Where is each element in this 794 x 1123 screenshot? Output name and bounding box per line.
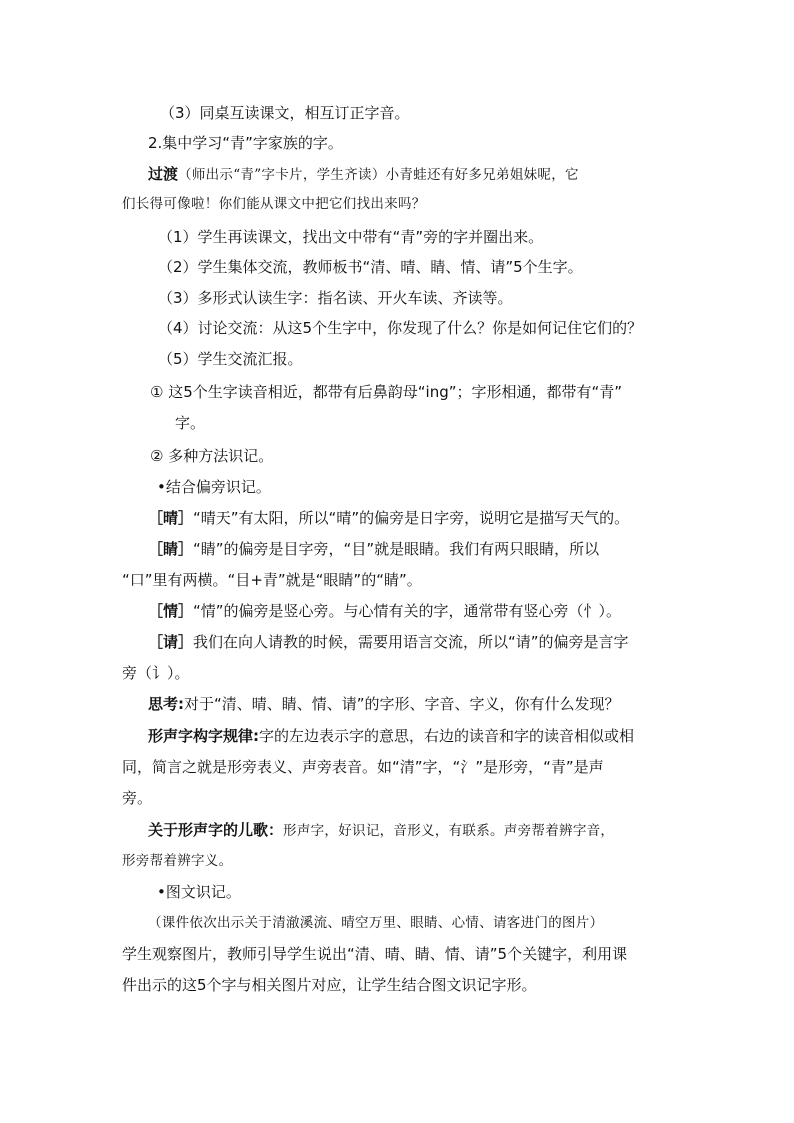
rule-text-line3: 旁。 (122, 789, 153, 807)
entry-jing-eye (148, 539, 599, 559)
transition-text-line2: 们长得可像啦！你们能从课文中把它们找出来吗？ (122, 196, 426, 212)
rhyme-paragraph (148, 820, 614, 840)
step-3: （3）多形式认读生字：指名读、开火车读、齐读等。 (158, 289, 513, 307)
step-4: （4）讨论交流：从这5个生字中，你发现了什么？你是如何记住它们的？ (158, 319, 643, 337)
section-heading: 2.集中学习“青”字家族的字。 (148, 134, 343, 152)
entry-text-line2: “口”里有两横。“目+青”就是“眼睛”的“睛”。 (122, 571, 422, 589)
entry-text-line1: 我们在向人请教的时候，需要用语言交流，所以“请”的偏旁是言字 (193, 633, 629, 651)
conclusion-2: ② 多种方法识记。 (150, 447, 274, 465)
step-5: （5）学生交流汇报。 (158, 350, 303, 368)
rhyme-text-line2: 形旁帮着辨字义。 (122, 853, 233, 869)
entry-text: “情”的偏旁是竖心旁。与心情有关的字，通常带有竖心旁（忄）。 (193, 602, 622, 620)
step-2: （2）学生集体交流，教师板书“清、晴、睛、情、请”5个生字。 (158, 258, 583, 276)
bullet-picture-method: •图文识记。 (157, 883, 241, 901)
entry-text-line1: “睛”的偏旁是目字旁，“目”就是眼睛。我们有两只眼睛，所以 (193, 540, 600, 558)
entry-tag: ［晴］ (148, 509, 194, 527)
rule-text-line2: 同，简言之就是形旁表义、声旁表音。如“清”字，“氵”是形旁，“青”是声 (122, 758, 604, 776)
think-paragraph (148, 694, 620, 714)
entry-tag: ［情］ (148, 602, 194, 620)
entry-qing-sunny (148, 508, 629, 528)
think-text: 对于“清、晴、睛、情、请”的字形、字音、字义，你有什么发现？ (184, 695, 620, 713)
rhyme-text-line1: 形声字，好识记，音形义，有联系。声旁帮着辨字音， (283, 823, 615, 839)
step-1: （1）学生再读课文，找出文中带有“青”旁的字并圈出来。 (158, 228, 544, 246)
final-text-line2: 学生观察图片，教师引导学生说出“清、晴、睛、情、请”5个关键字，利用课 (122, 945, 628, 963)
transition-text-line1: （师出示“青”字卡片，学生齐读）小青蛙还有好多兄弟姐妹呢，它 (178, 167, 579, 183)
paragraph-step-3: （3）同桌互读课文，相互订正字音。 (160, 104, 410, 122)
rhyme-label: 关于形声字的儿歌： (148, 821, 284, 839)
rule-paragraph (148, 726, 634, 746)
entry-text: “晴天”有太阳，所以“晴”的偏旁是日字旁，说明它是描写天气的。 (193, 509, 630, 527)
final-text-line1: （课件依次出示关于清澈溪流、晴空万里、眼睛、心情、请客进门的图片） (148, 915, 604, 931)
bullet-radical-method: •结合偏旁识记。 (157, 478, 271, 496)
rule-text-line1: 字的左边表示字的意思，右边的读音和字的读音相似或相 (259, 727, 635, 745)
conclusion-1-line1: ① 这5个生字读音相近，都带有后鼻韵母“ing”；字形相通，都带有“青” (150, 383, 623, 401)
rule-label: 形声字构字规律: (148, 727, 259, 745)
final-text-line3: 件出示的这5个字与相关图片对应，让学生结合图文识记字形。 (122, 976, 537, 994)
entry-tag: ［请］ (148, 633, 194, 651)
transition-paragraph (148, 164, 579, 184)
entry-text-line2: 旁（讠）。 (122, 664, 190, 682)
transition-label: 过渡 (148, 165, 179, 183)
conclusion-1-line2: 字。 (175, 414, 206, 432)
entry-qing-ask (148, 632, 629, 652)
entry-tag: ［睛］ (148, 540, 194, 558)
entry-qing-feel (148, 601, 621, 621)
think-label: 思考: (148, 695, 184, 713)
